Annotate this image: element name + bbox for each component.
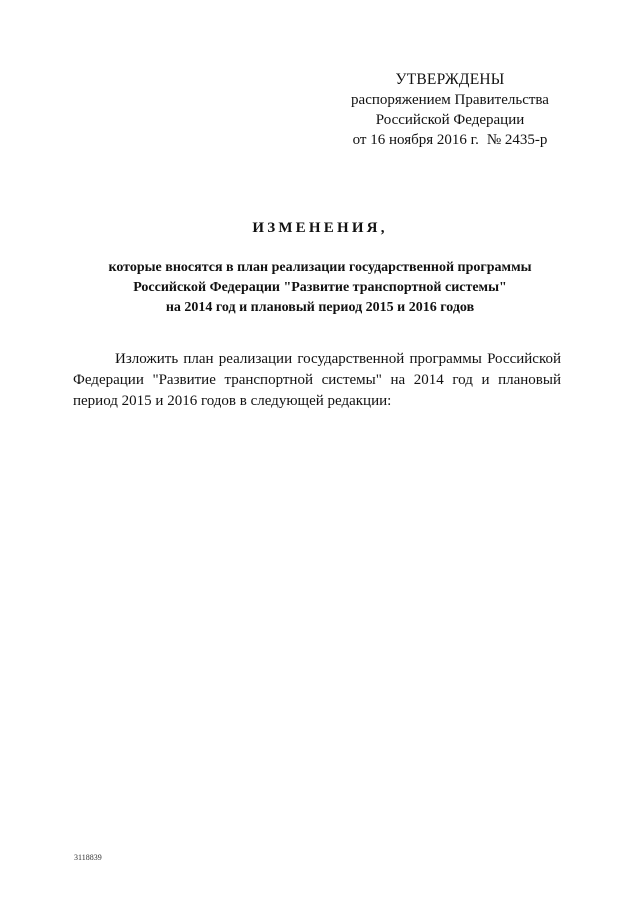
subtitle-line: которые вносятся в план реализации государственной программы — [108, 260, 532, 275]
approval-line-2: Российской Федерации — [375, 112, 525, 128]
approval-date: от 16 ноября 2016 г. — [352, 132, 479, 148]
document-code: 3118839 — [74, 853, 102, 862]
approval-number: № 2435-р — [486, 132, 548, 148]
document-subtitle — [60, 258, 580, 318]
approval-line-1: распоряжением Правительства — [351, 92, 549, 108]
approval-heading: УТВЕРЖДЕНЫ — [395, 71, 505, 88]
body-line: Изложить план реализации государственной программы Российской — [115, 351, 561, 367]
subtitle-line: на 2014 год и плановый период 2015 и 2016 годов — [165, 300, 475, 315]
body-line: Федерации "Развитие транспортной системы" на 2014 год и плановый — [73, 372, 561, 388]
approval-block — [340, 70, 560, 150]
subtitle-line: Российской Федерации "Развитие транспортной системы" — [133, 280, 507, 295]
document-body — [73, 349, 561, 412]
body-line: период 2015 и 2016 годов в следующей редакции: — [73, 393, 392, 409]
document-title: ИЗМЕНЕНИЯ, — [252, 220, 388, 236]
approval-date-line — [340, 130, 560, 150]
